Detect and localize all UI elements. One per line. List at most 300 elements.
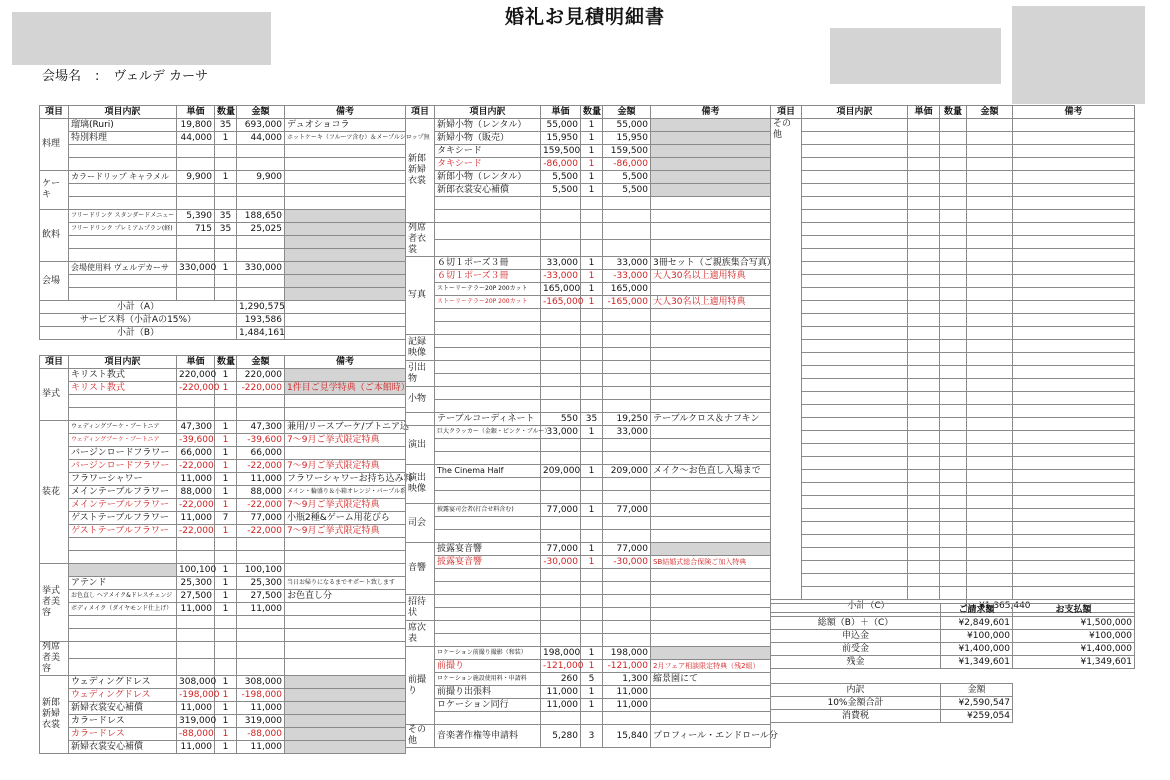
quantity-cell: 1 xyxy=(581,647,603,660)
redacted-block xyxy=(830,28,1001,84)
remark-cell xyxy=(651,400,771,413)
remark-cell xyxy=(285,275,406,288)
table-row xyxy=(406,309,771,322)
quantity-cell xyxy=(940,327,967,340)
unit-price-cell xyxy=(908,119,940,132)
item-cell xyxy=(435,374,541,387)
amount-cell: -22,000 xyxy=(237,525,285,538)
table-row xyxy=(771,379,1135,392)
quantity-cell xyxy=(940,574,967,587)
amount-cell xyxy=(967,184,1013,197)
item-cell: 新婦小物（レンタル） xyxy=(435,119,541,132)
unit-price-cell: 11,000 xyxy=(541,699,581,712)
quantity-cell: 1 xyxy=(581,283,603,296)
amount-cell xyxy=(237,642,285,659)
remark-cell xyxy=(651,699,771,712)
remark-cell xyxy=(1013,158,1135,171)
remark-cell: フラワーシャワーお持ち込み料 xyxy=(285,473,406,486)
item-cell: 新婦衣裳安心補償 xyxy=(69,702,177,715)
table-row xyxy=(406,517,771,530)
unit-price-cell xyxy=(908,171,940,184)
amount-cell xyxy=(967,509,1013,522)
unit-price-cell xyxy=(541,309,581,322)
amount-cell xyxy=(603,712,651,725)
table-row xyxy=(406,335,771,348)
tax-label: 消費税 xyxy=(771,710,941,723)
amount-cell: 1,300 xyxy=(603,673,651,686)
remark-cell xyxy=(1013,444,1135,457)
table-row xyxy=(406,374,771,387)
item-cell xyxy=(802,171,908,184)
quantity-cell: 1 xyxy=(215,741,237,754)
remark-cell xyxy=(1013,483,1135,496)
item-cell: タキシード xyxy=(435,158,541,171)
category-cell: 司会 xyxy=(406,504,435,543)
quantity-cell: 1 xyxy=(215,434,237,447)
amount-cell xyxy=(603,608,651,621)
table-row xyxy=(406,712,771,725)
quantity-cell xyxy=(215,629,237,642)
remark-cell xyxy=(285,171,406,184)
remark-cell xyxy=(285,210,406,223)
amount-cell xyxy=(967,158,1013,171)
table-row xyxy=(771,210,1135,223)
remark-cell xyxy=(285,262,406,275)
unit-price-cell xyxy=(908,470,940,483)
quantity-cell xyxy=(940,392,967,405)
remark-cell xyxy=(1013,210,1135,223)
table-row xyxy=(406,171,771,184)
amount-cell xyxy=(603,348,651,361)
quantity-cell: 1 xyxy=(215,447,237,460)
remark-cell: 小瓶2種&ゲーム用花びら xyxy=(285,512,406,525)
remark-cell xyxy=(1013,405,1135,418)
unit-price-cell: 165,000 xyxy=(541,283,581,296)
unit-price-cell xyxy=(908,405,940,418)
unit-price-cell: -165,000 xyxy=(541,296,581,309)
amount-cell: -220,000 xyxy=(237,382,285,395)
item-cell xyxy=(435,348,541,361)
remark-cell xyxy=(285,676,406,689)
remark-cell: メイン・輪盛り＆小箱オレンジ・パープル系 xyxy=(285,486,406,499)
quantity-cell xyxy=(581,530,603,543)
item-cell: 巨大クラッカー（金銀・ピンク・ブルー） xyxy=(435,426,541,439)
remark-cell xyxy=(1013,509,1135,522)
table-row xyxy=(771,392,1135,405)
subtotal-amount: 1,484,161 xyxy=(237,327,285,340)
item-cell xyxy=(802,561,908,574)
unit-price-cell xyxy=(908,262,940,275)
item-cell xyxy=(802,314,908,327)
remark-cell xyxy=(651,158,771,171)
item-cell xyxy=(802,301,908,314)
item-cell xyxy=(69,629,177,642)
unit-price-cell xyxy=(177,158,215,171)
remark-cell xyxy=(1013,353,1135,366)
quantity-cell: 1 xyxy=(215,702,237,715)
amount-cell xyxy=(967,210,1013,223)
table-row xyxy=(40,421,406,434)
table-row xyxy=(771,327,1135,340)
amount-cell xyxy=(603,569,651,582)
unit-price-cell: -198,000 xyxy=(177,689,215,702)
unit-price-cell: 715 xyxy=(177,223,215,236)
item-cell xyxy=(802,392,908,405)
column-header: 項目内訳 xyxy=(435,106,541,119)
table-row xyxy=(40,473,406,486)
category-cell: その他 xyxy=(406,725,435,748)
amount-cell xyxy=(967,288,1013,301)
unit-price-cell: 550 xyxy=(541,413,581,426)
category-cell: 列席者衣裳 xyxy=(406,223,435,257)
remark-cell xyxy=(1013,275,1135,288)
item-cell xyxy=(802,145,908,158)
subtotal-remark xyxy=(285,314,406,327)
remark-cell: SB結婚式総合保険ご加入特典 xyxy=(651,556,771,569)
estimate-table-ceremony-flowers xyxy=(39,355,413,754)
item-cell xyxy=(69,249,177,262)
subtotal-label: サービス料（小計Aの15%） xyxy=(40,314,237,327)
table-row xyxy=(771,470,1135,483)
amount-cell xyxy=(603,309,651,322)
remark-cell: メイク～お色直し入場まで xyxy=(651,465,771,478)
amount-cell xyxy=(603,621,651,634)
amount-cell xyxy=(603,223,651,240)
item-cell xyxy=(802,288,908,301)
unit-price-cell: 11,000 xyxy=(177,741,215,754)
header-row xyxy=(771,604,1135,617)
table-row xyxy=(771,184,1135,197)
amount-cell xyxy=(603,335,651,348)
item-cell xyxy=(69,551,177,564)
unit-price-cell xyxy=(908,522,940,535)
quantity-cell xyxy=(581,478,603,491)
item-cell: フラワーシャワー xyxy=(69,473,177,486)
remark-cell xyxy=(651,223,771,240)
remark-cell xyxy=(1013,561,1135,574)
amount-cell xyxy=(237,288,285,301)
quantity-cell xyxy=(581,335,603,348)
remark-cell: テーブルクロス＆ナフキン xyxy=(651,413,771,426)
category-cell: 列席者美容 xyxy=(40,642,69,676)
remark-cell: 3冊セット（ご親族集合写真） xyxy=(651,257,771,270)
table-row xyxy=(40,184,406,197)
remark-cell xyxy=(651,582,771,595)
table-row xyxy=(406,452,771,465)
unit-price-cell: -33,000 xyxy=(541,270,581,283)
remark-cell xyxy=(285,369,406,382)
column-header: 内訳 xyxy=(771,684,941,697)
item-cell xyxy=(802,197,908,210)
quantity-cell xyxy=(581,223,603,240)
amount-cell xyxy=(967,587,1013,600)
unit-price-cell xyxy=(177,538,215,551)
unit-price-cell: 330,000 xyxy=(177,262,215,275)
remark-cell xyxy=(1013,301,1135,314)
amount-cell xyxy=(967,470,1013,483)
quantity-cell xyxy=(940,223,967,236)
remark-cell xyxy=(1013,548,1135,561)
column-header: 数量 xyxy=(215,106,237,119)
column-header: 単価 xyxy=(541,106,581,119)
item-cell xyxy=(69,145,177,158)
remark-cell xyxy=(651,452,771,465)
remark-cell xyxy=(285,223,406,236)
unit-price-cell: 308,000 xyxy=(177,676,215,689)
amount-cell xyxy=(603,634,651,647)
table-row xyxy=(40,486,406,499)
item-cell: ロケーション前撮り撮影（和装） xyxy=(435,647,541,660)
remark-cell xyxy=(285,249,406,262)
amount-cell xyxy=(967,561,1013,574)
quantity-cell xyxy=(940,132,967,145)
table-row xyxy=(406,322,771,335)
item-cell: 新婦衣裳安心補償 xyxy=(69,741,177,754)
remark-cell: プロフィール・エンドロール分 xyxy=(651,725,771,748)
unit-price-cell xyxy=(908,301,940,314)
category-cell xyxy=(406,413,435,426)
quantity-cell xyxy=(940,444,967,457)
tax-label: 10%金額合計 xyxy=(771,697,941,710)
quantity-cell xyxy=(581,361,603,374)
unit-price-cell xyxy=(541,452,581,465)
item-cell xyxy=(802,457,908,470)
table-row xyxy=(406,387,771,400)
summary-label: 申込金 xyxy=(771,630,941,643)
unit-price-cell xyxy=(908,158,940,171)
table-row xyxy=(40,590,406,603)
category-cell: 新郎新婦衣裳 xyxy=(406,119,435,223)
table-row xyxy=(406,413,771,426)
table-row xyxy=(40,551,406,564)
table-row xyxy=(771,496,1135,509)
unit-price-cell xyxy=(541,634,581,647)
unit-price-cell xyxy=(908,535,940,548)
item-cell xyxy=(802,158,908,171)
amount-cell: -22,000 xyxy=(237,460,285,473)
unit-price-cell xyxy=(177,288,215,301)
amount-cell: 19,250 xyxy=(603,413,651,426)
remark-cell xyxy=(651,322,771,335)
amount-cell: 693,000 xyxy=(237,119,285,132)
unit-price-cell xyxy=(541,387,581,400)
unit-price-cell: 88,000 xyxy=(177,486,215,499)
amount-cell xyxy=(237,184,285,197)
column-header: 項目 xyxy=(771,106,802,119)
item-cell: 音楽著作権等申請料 xyxy=(435,725,541,748)
remark-cell xyxy=(651,569,771,582)
remark-cell xyxy=(651,171,771,184)
amount-cell xyxy=(603,491,651,504)
amount-cell: 47,300 xyxy=(237,421,285,434)
summary-label: 前受金 xyxy=(771,643,941,656)
remark-cell xyxy=(1013,314,1135,327)
amount-cell xyxy=(237,538,285,551)
item-cell: ストーリーテラー20P 200カット xyxy=(435,283,541,296)
amount-cell xyxy=(603,374,651,387)
unit-price-cell: -22,000 xyxy=(177,525,215,538)
table-row xyxy=(771,236,1135,249)
remark-cell xyxy=(285,659,406,676)
item-cell xyxy=(435,634,541,647)
remark-cell xyxy=(285,145,406,158)
quantity-cell xyxy=(940,184,967,197)
remark-cell xyxy=(1013,223,1135,236)
remark-cell xyxy=(285,288,406,301)
unit-price-cell xyxy=(908,314,940,327)
table-row xyxy=(771,457,1135,470)
table-row xyxy=(771,288,1135,301)
unit-price-cell: 77,000 xyxy=(541,504,581,517)
table-row xyxy=(771,340,1135,353)
quantity-cell xyxy=(215,616,237,629)
quantity-cell xyxy=(940,483,967,496)
item-cell: フリードリンク スタンダードメニュー xyxy=(69,210,177,223)
unit-price-cell: 319,000 xyxy=(177,715,215,728)
table-row xyxy=(406,556,771,569)
column-header: 備考 xyxy=(285,106,406,119)
table-row xyxy=(771,509,1135,522)
unit-price-cell xyxy=(908,184,940,197)
unit-price-cell xyxy=(541,478,581,491)
unit-price-cell xyxy=(908,210,940,223)
unit-price-cell xyxy=(908,236,940,249)
table-row xyxy=(406,465,771,478)
summary-row xyxy=(771,617,1135,630)
remark-cell xyxy=(1013,431,1135,444)
column-header: 項目内訳 xyxy=(802,106,908,119)
quantity-cell xyxy=(581,374,603,387)
column-header: 備考 xyxy=(285,356,406,369)
amount-cell: -33,000 xyxy=(603,270,651,283)
remark-cell xyxy=(285,629,406,642)
amount-cell: 308,000 xyxy=(237,676,285,689)
item-cell xyxy=(802,223,908,236)
remark-cell xyxy=(651,634,771,647)
unit-price-cell: 11,000 xyxy=(177,512,215,525)
remark-cell xyxy=(651,374,771,387)
item-cell: カラードレス xyxy=(69,728,177,741)
amount-cell xyxy=(967,340,1013,353)
amount-cell: -39,600 xyxy=(237,434,285,447)
amount-cell xyxy=(603,400,651,413)
unit-price-cell xyxy=(541,197,581,210)
remark-cell xyxy=(1013,392,1135,405)
amount-cell: -86,000 xyxy=(603,158,651,171)
unit-price-cell: 5,500 xyxy=(541,171,581,184)
remark-cell: 大人30名以上適用特典 xyxy=(651,296,771,309)
item-cell xyxy=(435,223,541,240)
category-cell: 飲料 xyxy=(40,210,69,262)
quantity-cell: 1 xyxy=(581,699,603,712)
item-cell xyxy=(435,608,541,621)
remark-cell: 当日お帰りになるまでサポート致します xyxy=(285,577,406,590)
amount-cell xyxy=(237,551,285,564)
category-cell: 装花 xyxy=(40,421,69,564)
category-cell: 小物 xyxy=(406,387,435,413)
category-cell: 挙式 xyxy=(40,369,69,421)
remark-cell xyxy=(1013,366,1135,379)
quantity-cell xyxy=(940,275,967,288)
unit-price-cell: 44,000 xyxy=(177,132,215,145)
category-cell: 写真 xyxy=(406,257,435,335)
item-cell xyxy=(435,210,541,223)
tax-row xyxy=(771,697,1013,710)
summary-row xyxy=(771,630,1135,643)
category-cell: 会場 xyxy=(40,262,69,301)
item-cell: ゲストテーブルフラワー xyxy=(69,512,177,525)
item-cell xyxy=(435,400,541,413)
quantity-cell xyxy=(581,197,603,210)
remark-cell xyxy=(285,715,406,728)
column-header: 項目 xyxy=(406,106,435,119)
amount-cell xyxy=(603,210,651,223)
quantity-cell xyxy=(940,457,967,470)
quantity-cell: 1 xyxy=(581,132,603,145)
remark-cell xyxy=(285,689,406,702)
remark-cell xyxy=(651,240,771,257)
unit-price-cell: 33,000 xyxy=(541,426,581,439)
item-cell xyxy=(802,249,908,262)
amount-cell xyxy=(603,478,651,491)
table-row xyxy=(771,119,1135,132)
column-header: 備考 xyxy=(651,106,771,119)
quantity-cell xyxy=(215,408,237,421)
item-cell xyxy=(802,132,908,145)
quantity-cell xyxy=(581,309,603,322)
quantity-cell: 1 xyxy=(215,728,237,741)
column-header: 備考 xyxy=(1013,106,1135,119)
venue-label: 会場名 xyxy=(42,69,82,84)
item-cell xyxy=(802,574,908,587)
table-row xyxy=(771,301,1135,314)
amount-cell xyxy=(237,395,285,408)
amount-cell xyxy=(967,379,1013,392)
unit-price-cell xyxy=(908,340,940,353)
unit-price-cell: 11,000 xyxy=(541,686,581,699)
item-cell xyxy=(435,335,541,348)
unit-price-cell: 25,300 xyxy=(177,577,215,590)
amount-cell: 15,840 xyxy=(603,725,651,748)
amount-cell xyxy=(237,408,285,421)
column-header: 項目内訳 xyxy=(69,106,177,119)
unit-price-cell xyxy=(541,348,581,361)
remark-cell xyxy=(651,530,771,543)
table-row xyxy=(771,249,1135,262)
item-cell xyxy=(802,366,908,379)
amount-cell: 77,000 xyxy=(603,504,651,517)
item-cell xyxy=(802,275,908,288)
table-row xyxy=(771,171,1135,184)
table-row xyxy=(40,577,406,590)
quantity-cell xyxy=(940,145,967,158)
quantity-cell xyxy=(581,452,603,465)
quantity-cell: 35 xyxy=(215,210,237,223)
remark-cell xyxy=(651,184,771,197)
quantity-cell xyxy=(940,366,967,379)
quantity-cell: 1 xyxy=(215,499,237,512)
remark-cell xyxy=(651,621,771,634)
table-row xyxy=(406,608,771,621)
remark-cell xyxy=(1013,496,1135,509)
quantity-cell xyxy=(215,158,237,171)
unit-price-cell: -121,000 xyxy=(541,660,581,673)
amount-cell xyxy=(967,444,1013,457)
quantity-cell xyxy=(215,184,237,197)
amount-cell: 33,000 xyxy=(603,426,651,439)
amount-cell xyxy=(967,327,1013,340)
item-cell xyxy=(435,322,541,335)
